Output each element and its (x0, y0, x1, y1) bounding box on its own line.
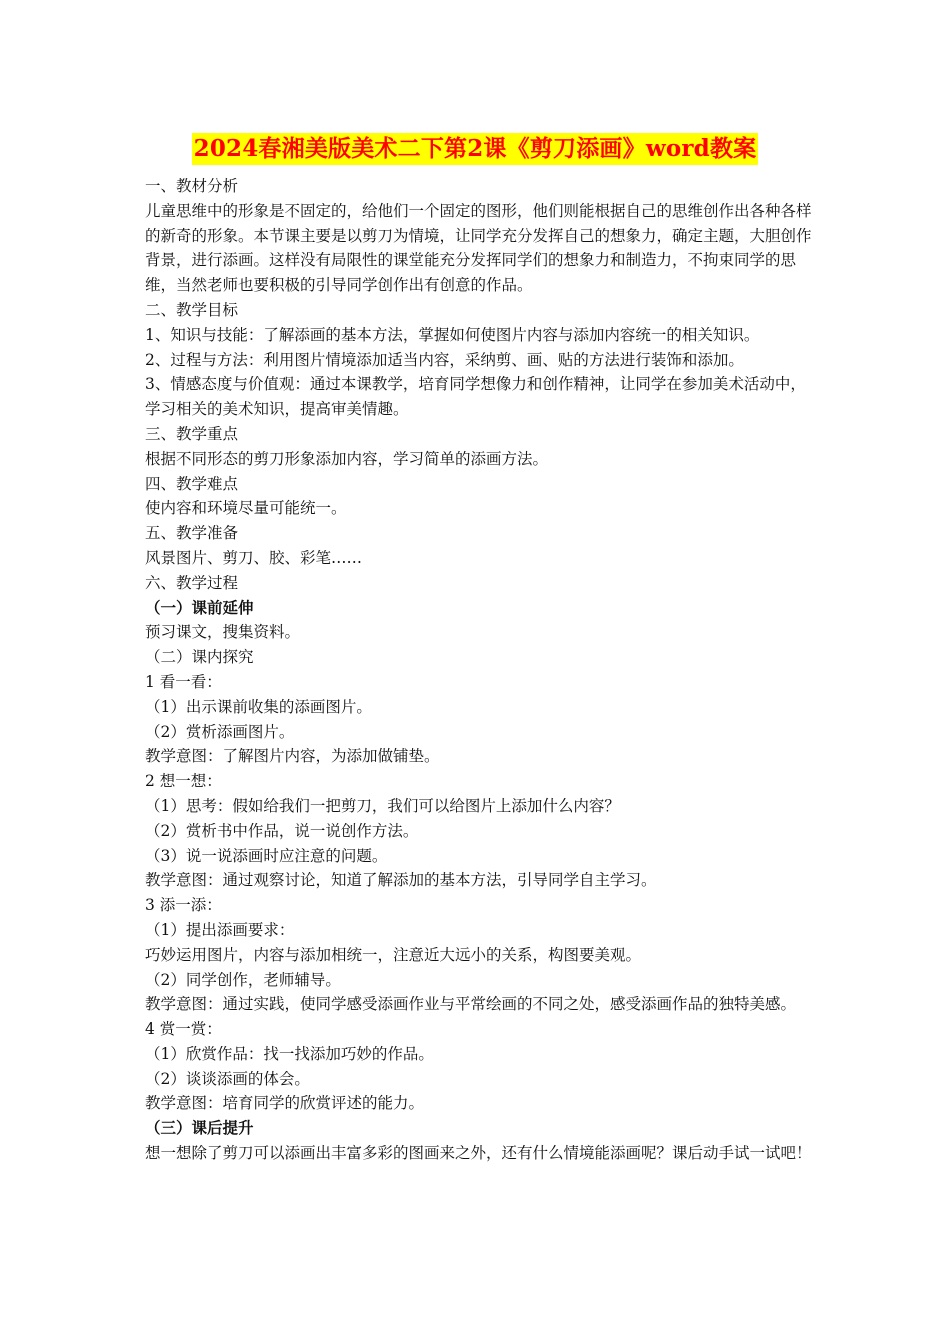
list-item: （1）思考：假如给我们一把剪刀，我们可以给图片上添加什么内容？ (145, 796, 620, 815)
teaching-intent: 教学意图：培育同学的欣赏评述的能力。 (145, 1094, 425, 1113)
subheading-in-class: （二）课内探究 (145, 648, 254, 667)
document-title: 2024春湘美版美术二下第2课《剪刀添画》word教案 (192, 133, 759, 165)
step-appreciate: 4 赏一赏： (145, 1020, 222, 1039)
step-add: 3 添一添： (145, 896, 222, 915)
paragraph-requirements: 巧妙运用图片，内容与添加相统一，注意近大远小的关系，构图要美观。 (145, 945, 642, 964)
heading-textbook-analysis: 一、教材分析 (145, 177, 239, 195)
paragraph-textbook-analysis: 儿童思维中的形象是不固定的，给他们一个固定的图形，他们则能根据自己的思维创作出各种各样的新奇的形象。本节课主要是以剪刀为情境，让同学充分发挥自己的想象力，确定主题，大胆创作背景，进行添画。这样没有局限性的课堂能充分发挥同学们的想象力和制造力，不拘束同学的思维，当然老师也要积极的引导同学创作出有创意的作品。 (145, 201, 812, 295)
goal-process-methods: 2、过程与方法：利用图片情境添加适当内容，采纳剪、画、贴的方法进行装饰和添加。 (145, 350, 744, 369)
paragraph-teaching-focus: 根据不同形态的剪刀形象添加内容，学习简单的添画方法。 (145, 449, 549, 468)
heading-teaching-preparation: 五、教学准备 (145, 524, 239, 543)
subheading-after-class: （三）课后提升 (145, 1118, 254, 1138)
title-container (0, 133, 950, 165)
list-item: （1）欣赏作品：找一找添加巧妙的作品。 (145, 1044, 434, 1063)
document-body (145, 174, 813, 1166)
step-think: 2 想一想： (145, 772, 222, 791)
paragraph-pre-class: 预习课文，搜集资料。 (145, 623, 301, 642)
list-item: （3）说一说添画时应注意的问题。 (145, 846, 388, 865)
step-look: 1 看一看： (145, 672, 222, 691)
list-item: （1）提出添画要求： (145, 920, 295, 939)
heading-teaching-process: 六、教学过程 (145, 573, 239, 592)
list-item: （2）同学创作，老师辅导。 (145, 970, 341, 989)
heading-teaching-goals: 二、教学目标 (145, 300, 239, 319)
subheading-pre-class: （一）课前延伸 (145, 597, 254, 617)
list-item: （2）谈谈添画的体会。 (145, 1069, 310, 1088)
paragraph-after-class: 想一想除了剪刀可以添画出丰富多彩的图画来之外，还有什么情境能添画呢？课后动手试一试吧！ (145, 1144, 812, 1163)
paragraph-teaching-difficulty: 使内容和环境尽量可能统一。 (145, 499, 347, 518)
paragraph-teaching-preparation: 风景图片、剪刀、胶、彩笔…… (145, 548, 363, 567)
list-item: （2）赏析添画图片。 (145, 722, 295, 741)
goal-knowledge-skills: 1、知识与技能：了解添画的基本方法，掌握如何使图片内容与添加内容统一的相关知识。 (145, 325, 760, 344)
heading-teaching-focus: 三、教学重点 (145, 424, 239, 443)
heading-teaching-difficulty: 四、教学难点 (145, 474, 239, 493)
list-item: （1）出示课前收集的添画图片。 (145, 697, 372, 716)
teaching-intent: 教学意图：通过实践，使同学感受添画作业与平常绘画的不同之处，感受添画作品的独特美感。 (145, 995, 797, 1014)
goal-emotion-values: 3、情感态度与价值观：通过本课教学，培育同学想像力和创作精神，让同学在参加美术活动中，学习相关的美术知识，提高审美情趣。 (145, 375, 806, 419)
teaching-intent: 教学意图：通过观察讨论，知道了解添加的基本方法，引导同学自主学习。 (145, 871, 657, 890)
teaching-intent: 教学意图：了解图片内容，为添加做铺垫。 (145, 747, 440, 766)
list-item: （2）赏析书中作品，说一说创作方法。 (145, 821, 419, 840)
